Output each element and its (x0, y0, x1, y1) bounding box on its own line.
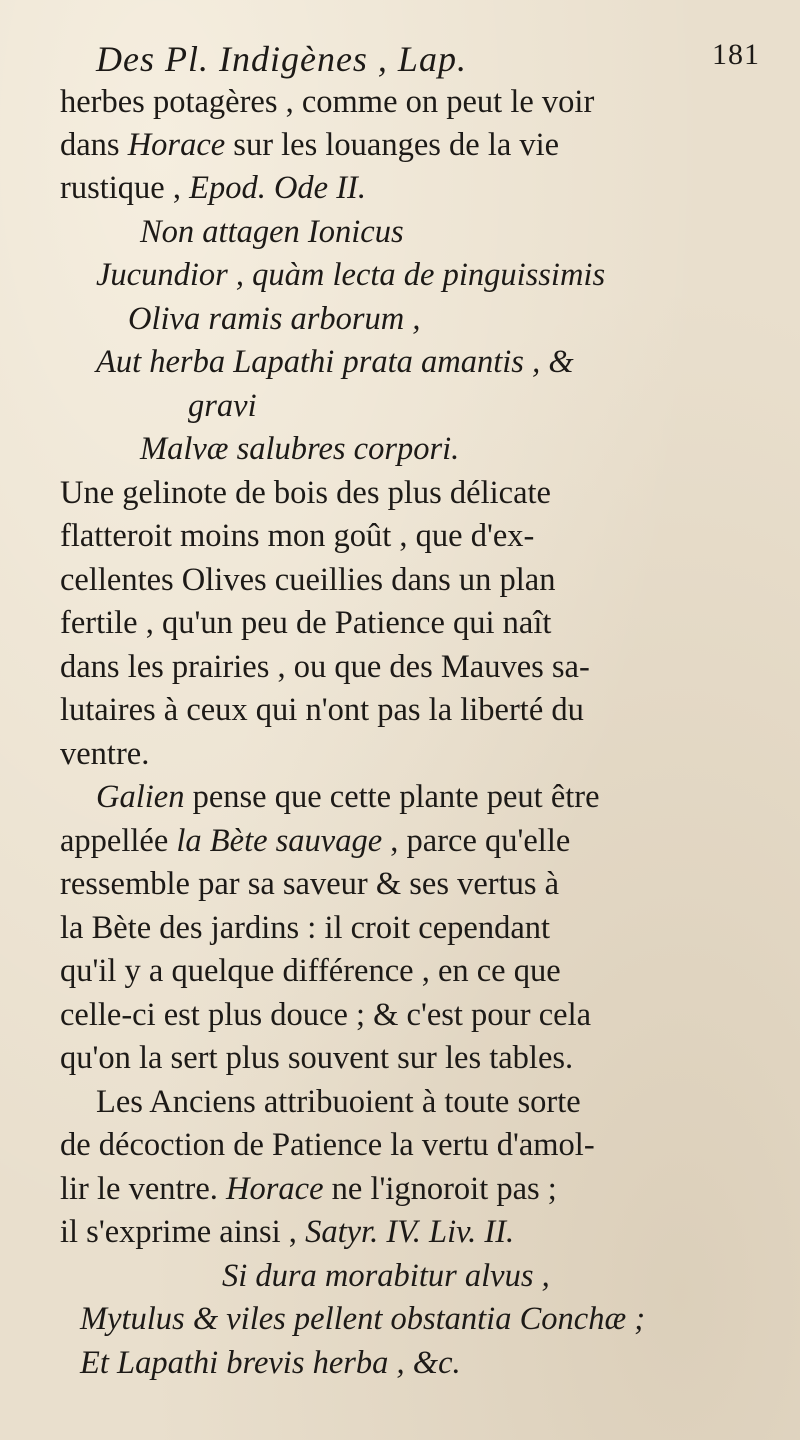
verse-line: Jucundior , quàm lecta de pinguissimis (96, 257, 606, 293)
verse-line: gravi (188, 388, 257, 424)
author-name: Horace (226, 1171, 324, 1207)
text-line: la Bète des jardins : il croit cependant (60, 910, 551, 946)
text-line: cellentes Olives cueillies dans un plan (60, 562, 556, 598)
text-line: celle-ci est plus douce ; & c'est pour cela (60, 997, 592, 1033)
verse-line: Si dura morabitur alvus , (222, 1258, 550, 1294)
citation: Epod. Ode II. (189, 170, 366, 206)
text-line: lutaires à ceux qui n'ont pas la liberté du (60, 692, 584, 728)
text-line: Les Anciens attribuoient à toute sorte (96, 1084, 581, 1120)
text-line: dans Horace sur les louanges de la vie (60, 127, 560, 163)
author-name: Galien (96, 779, 185, 815)
page-number: 181 (712, 38, 760, 71)
verse-line: Non attagen Ionicus (140, 214, 404, 250)
text-line: flatteroit moins mon goût , que d'ex- (60, 518, 535, 554)
text-line: herbes potagères , comme on peut le voir (60, 84, 595, 120)
text-line: qu'on la sert plus souvent sur les tables. (60, 1040, 574, 1076)
running-title: Des Pl. Indigènes , Lap. (96, 39, 467, 79)
text-line: de décoction de Patience la vertu d'amol- (60, 1127, 595, 1163)
verse-line: Malvæ salubres corpori. (140, 431, 460, 467)
text-line: ventre. (60, 736, 150, 772)
text-line: lir le ventre. Horace ne l'ignoroit pas ; (60, 1171, 557, 1207)
author-name: Horace (127, 127, 226, 163)
text-line: ressemble par sa saveur & ses vertus à (60, 866, 560, 902)
text-line: appellée la Bète sauvage , parce qu'elle (60, 823, 571, 859)
text-line: dans les prairies , ou que des Mauves sa- (60, 649, 590, 685)
verse-line: Et Lapathi brevis herba , &c. (80, 1345, 461, 1381)
citation: Satyr. IV. Liv. II. (305, 1214, 515, 1250)
text-line: qu'il y a quelque différence , en ce que (60, 953, 561, 989)
plant-name: la Bète sauvage (176, 823, 383, 859)
verse-line: Aut herba Lapathi prata amantis , & (96, 344, 574, 380)
verse-line: Mytulus & viles pellent obstantia Conchæ ; (80, 1301, 646, 1337)
text-line: Une gelinote de bois des plus délicate (60, 475, 551, 511)
text-line: fertile , qu'un peu de Patience qui naît (60, 605, 552, 641)
text-line: il s'exprime ainsi , Satyr. IV. Liv. II. (60, 1214, 515, 1250)
text-line: Galien pense que cette plante peut être (96, 779, 600, 815)
verse-line: Oliva ramis arborum , (128, 301, 421, 337)
text-line: rustique , Epod. Ode II. (60, 170, 366, 206)
